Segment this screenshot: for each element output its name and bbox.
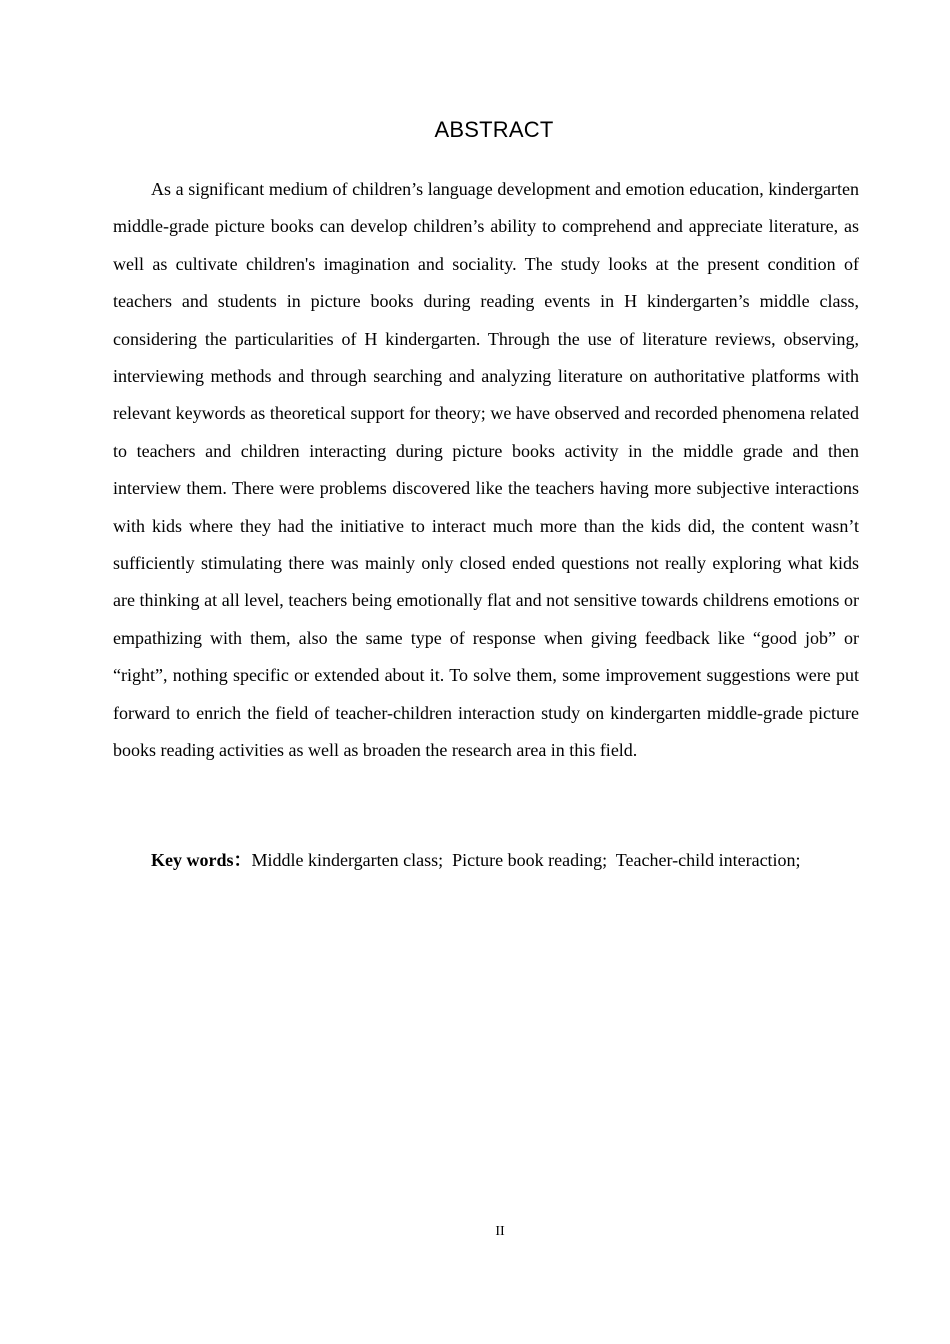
- keywords-label: Key words：: [151, 850, 252, 870]
- keyword-item: Picture book reading;: [452, 850, 608, 870]
- abstract-paragraph: As a significant medium of children’s language development and emotion education, kindergarten middle-grade picture books can develop children’s ability to comprehend and appreciate literature, as well as cultivate children's imagination and sociality. The study looks at the present condition of teachers and students in picture books during reading events in H kindergarten’s middle class, considering the particularities of H kindergarten. Through the use of literature reviews, observing, interviewing methods and through searching and analyzing literature on authoritative platforms with relevant keywords as theoretical support for theory; we have observed and recorded phenomena related to teachers and children interacting during picture books activity in the middle grade and then interview them. There were problems discovered like the teachers having more subjective interactions with kids where they had the initiative to interact much more than the kids did, the content wasn’t sufficiently stimulating there was mainly only closed ended questions not really exploring what kids are thinking at all level, teachers being emotionally flat and not sensitive towards childrens emotions or empathizing with them, also the same type of response when giving feedback like “good job” or “right”, nothing specific or extended about it. To solve them, some improvement suggestions were put forward to enrich the field of teacher-children interaction study on kindergarten middle-grade picture books reading activities as well as broaden the research area in this field.: [113, 179, 859, 761]
- keyword-item: Middle kindergarten class;: [251, 850, 444, 870]
- abstract-title: ABSTRACT: [434, 117, 554, 142]
- keywords-line: [151, 842, 871, 878]
- keyword-item: Teacher-child interaction;: [615, 850, 801, 870]
- page-number: II: [495, 1224, 505, 1239]
